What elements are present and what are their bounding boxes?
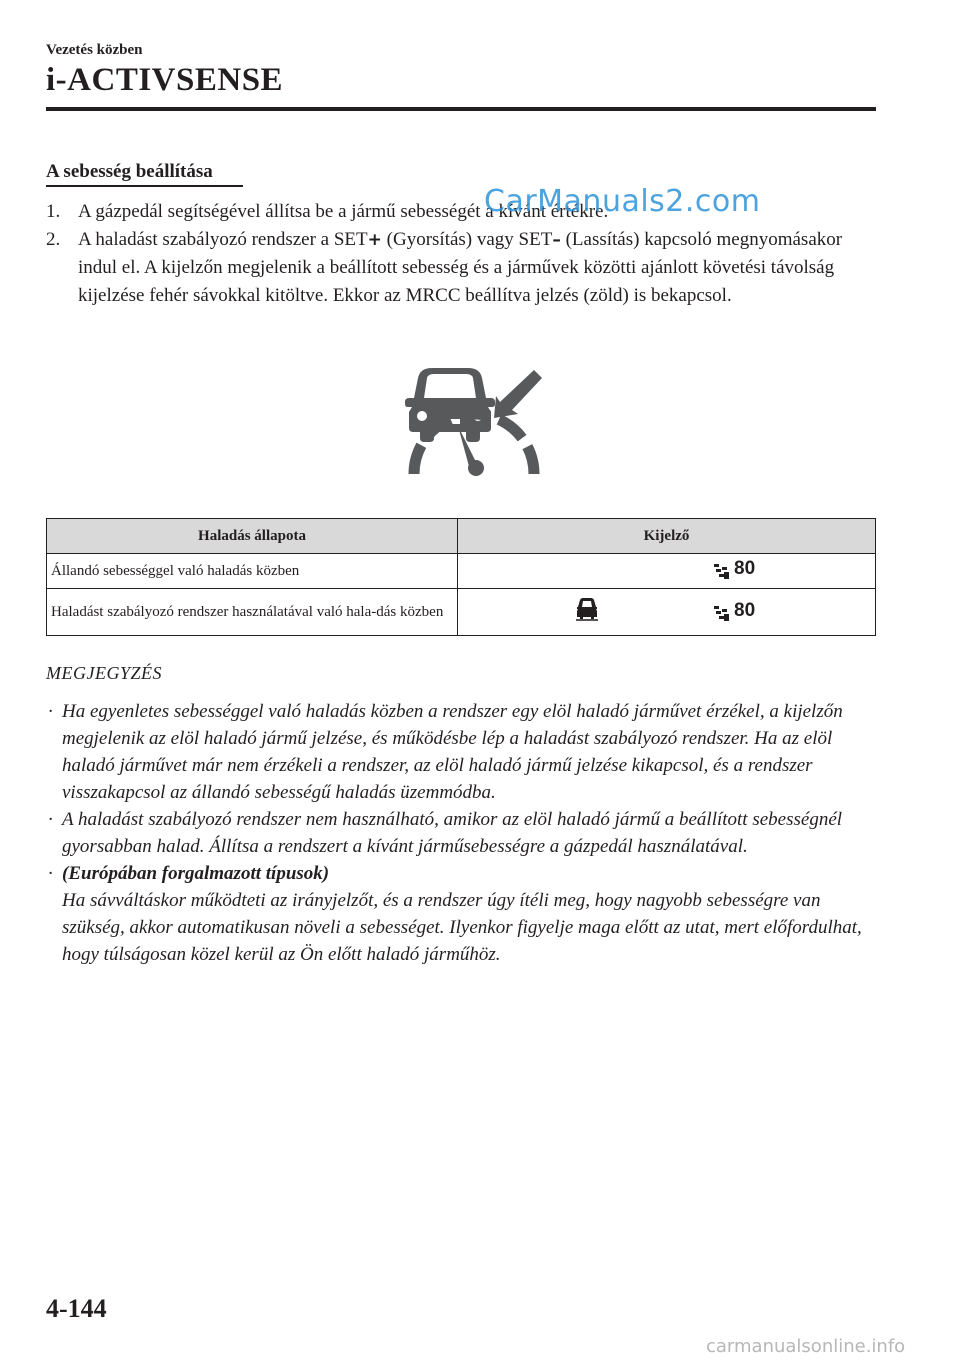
table-row	[47, 554, 876, 589]
sub-heading-underline	[46, 185, 243, 187]
step-text: A gázpedál segítségével állítsa be a jármű sebességét a kívánt értékre.	[78, 201, 609, 222]
note-heading: (Európában forgalmazott típusok)	[62, 863, 330, 884]
note-item	[46, 806, 880, 860]
set-speed: 80	[734, 558, 756, 579]
status-table	[46, 518, 876, 636]
bullet-icon: ·	[48, 863, 53, 884]
note-text: Ha sávváltáskor működteti az irányjelzőt, és a rendszer úgy ítéli meg, hogy nagyobb sebességre van szükség, akkor automatikusan növeli a sebességet. Ilyenkor figyelje maga előtt az utat, mert előfordulhat, hogy túlságosan közel kerül az Ön előtt haladó járműhöz.	[62, 890, 862, 965]
notes-list	[46, 698, 880, 968]
display-cell	[458, 554, 876, 589]
step-number: 1.	[46, 201, 61, 222]
note-text: A haladást szabályozó rendszer nem használható, amikor az elöl haladó jármű a beállított sebességnél gyorsabban halad. Állítsa a rendszert a kívánt járműsebességre a gázpedál használatával.	[62, 809, 843, 857]
following-distance-icon	[712, 605, 730, 627]
note-item	[46, 860, 880, 968]
bullet-icon: ·	[48, 701, 53, 722]
bullet-icon: ·	[48, 809, 53, 830]
step-number: 2.	[46, 229, 61, 250]
step-2	[46, 226, 876, 310]
following-distance-icon	[712, 563, 730, 585]
set-speed: 80	[734, 600, 756, 621]
header-rule	[46, 107, 876, 111]
footer-site-mark: carmanualsonline.info	[706, 1336, 906, 1357]
table-cell: Haladást szabályozó rendszer használatával való hala-dás közben	[47, 589, 458, 636]
vehicle-ahead-icon	[575, 597, 599, 626]
page-number: 4-144	[46, 1294, 107, 1323]
mrcc-indicator-icon	[396, 364, 546, 482]
table-header-cell: Kijelző	[458, 519, 876, 554]
table-row	[47, 589, 876, 636]
step-text: (Gyorsítás) vagy SET	[381, 229, 553, 250]
sub-heading: A sebesség beállítása	[46, 161, 213, 182]
plus-icon: +	[367, 230, 382, 250]
chapter-title: i-ACTIVSENSE	[46, 62, 284, 98]
display-cell	[458, 589, 876, 636]
table-header-cell: Haladás állapota	[47, 519, 458, 554]
note-item	[46, 698, 880, 806]
section-label: Vezetés közben	[46, 42, 143, 58]
step-text: A haladást szabályozó rendszer a SET	[78, 229, 368, 250]
note-text: Ha egyenletes sebességgel való haladás közben a rendszer egy elöl haladó járművet érzékel, a kijelzőn megjelenik az elöl haladó jármű jelzése, és működésbe lép a haladást szabályozó rendszer. Ha az elöl haladó járművet már nem érzékeli a rendszer, az elöl haladó jármű jelzése kikapcsol, és a rendszer visszakapcsol az állandó sebességű haladás üzemmódba.	[62, 701, 843, 803]
step-text: (Lassítás) kapcsoló megnyomásakor indul el. A kijelzőn megjelenik a beállított sebesség és a járművek közötti ajánlott követési távolság kijelzése fehér sávokkal kitöltve. Ekkor az MRCC beállítva jelzés (zöld) is bekapcsol.	[78, 229, 843, 306]
table-cell: Állandó sebességgel való haladás közben	[47, 554, 458, 589]
note-title: MEGJEGYZÉS	[46, 663, 162, 683]
watermark: CarManuals2.com	[484, 184, 761, 219]
table-header-row	[47, 519, 876, 554]
minus-icon: –	[552, 230, 561, 250]
